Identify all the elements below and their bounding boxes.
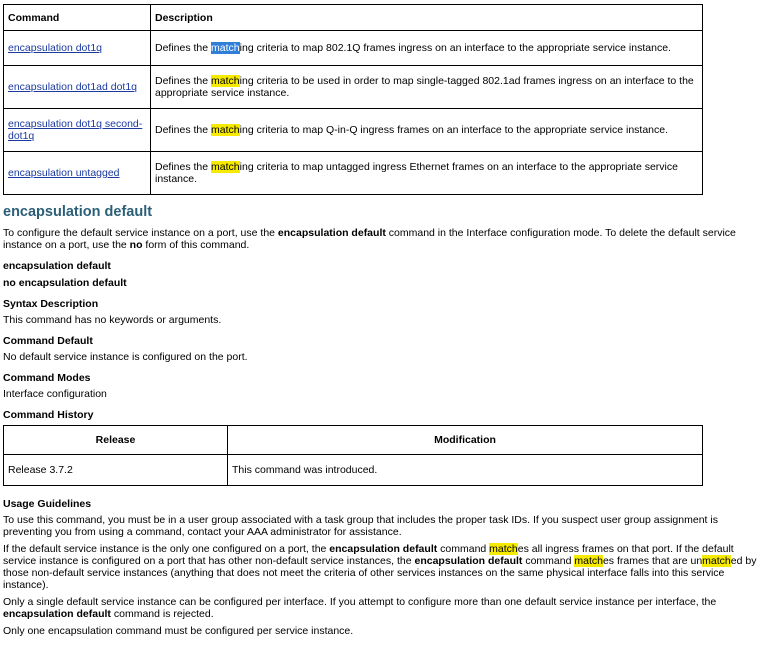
document-page (3, 4, 769, 642)
command-modes-text: Interface configuration (3, 388, 107, 400)
command-history-heading: Command History (3, 409, 94, 421)
table-row (4, 66, 703, 109)
search-highlight: match (211, 161, 240, 173)
command-modes-heading: Command Modes (3, 372, 91, 384)
syntax-line: encapsulation default (3, 260, 111, 272)
table-row (4, 31, 703, 66)
search-highlight: match (702, 555, 731, 567)
syntax-line-no: no encapsulation default (3, 277, 127, 289)
intro-paragraph: To configure the default service instance on a port, use the encapsulation default command in the Interface configuration mode. To delete the default service instance on a port, use the no form of this command. (3, 227, 736, 251)
command-default-text: No default service instance is configured on the port. (3, 351, 248, 363)
command-link-untagged[interactable]: encapsulation untagged (8, 167, 120, 179)
usage-paragraph-1: To use this command, you must be in a user group associated with a task group that includes the proper task IDs. If you suspect user group assignment is preventing you from using a command, contact your AAA administrator for assistance. (3, 514, 718, 538)
table-row (4, 152, 703, 195)
command-default-heading: Command Default (3, 335, 93, 347)
search-highlight: match (211, 124, 240, 136)
header-description: Description (151, 5, 703, 31)
related-commands-table (3, 4, 703, 195)
modification-cell: This command was introduced. (228, 455, 703, 486)
search-highlight: match (211, 75, 240, 87)
table-header-row (4, 5, 703, 31)
description-cell: Defines the matching criteria to be used in order to map single-tagged 802.1ad frames ingress on an interface to the appropriate service instance. (151, 66, 703, 109)
syntax-description-text: This command has no keywords or arguments. (3, 314, 222, 326)
description-cell: Defines the matching criteria to map untagged ingress Ethernet frames on an interface to the appropriate service instance. (151, 152, 703, 195)
usage-paragraph-3: Only a single default service instance can be configured per interface. If you attempt to configure more than one default service instance per interface, the encapsulation default command is rejected. (3, 596, 717, 620)
command-link-dot1q-second-dot1q[interactable]: encapsulation dot1q second-dot1q (8, 118, 143, 142)
description-cell: Defines the matching criteria to map Q-in-Q ingress frames on an interface to the appropriate service instance. (151, 109, 703, 152)
usage-paragraph-2: If the default service instance is the only one configured on a port, the encapsulation default command matches all ingress frames on that port. If the default service instance is configured on a port that has other non-default service instances, the encapsulation default command matches frames that are unmatched by those non-default service instances (anything that does not meet the criteria of other services instances on the same physical interface falls into this service instance). (3, 543, 757, 591)
release-cell: Release 3.7.2 (4, 455, 228, 486)
table-header-row (4, 426, 703, 455)
search-highlight-selected: match (211, 42, 240, 54)
usage-paragraph-4: Only one encapsulation command must be configured per service instance. (3, 625, 354, 637)
syntax-description-heading: Syntax Description (3, 298, 99, 310)
header-modification: Modification (228, 426, 703, 455)
section-title: encapsulation default (3, 204, 153, 220)
table-row (4, 455, 703, 486)
search-highlight: match (574, 555, 603, 567)
header-release: Release (4, 426, 228, 455)
command-link-dot1ad-dot1q[interactable]: encapsulation dot1ad dot1q (8, 81, 138, 93)
command-history-table (3, 425, 703, 486)
search-highlight: match (489, 543, 518, 555)
header-command: Command (4, 5, 151, 31)
command-link-dot1q[interactable]: encapsulation dot1q (8, 42, 102, 54)
description-cell: Defines the matching criteria to map 802.1Q frames ingress on an interface to the appropriate service instance. (151, 31, 703, 66)
table-row (4, 109, 703, 152)
usage-guidelines-heading: Usage Guidelines (3, 498, 92, 510)
